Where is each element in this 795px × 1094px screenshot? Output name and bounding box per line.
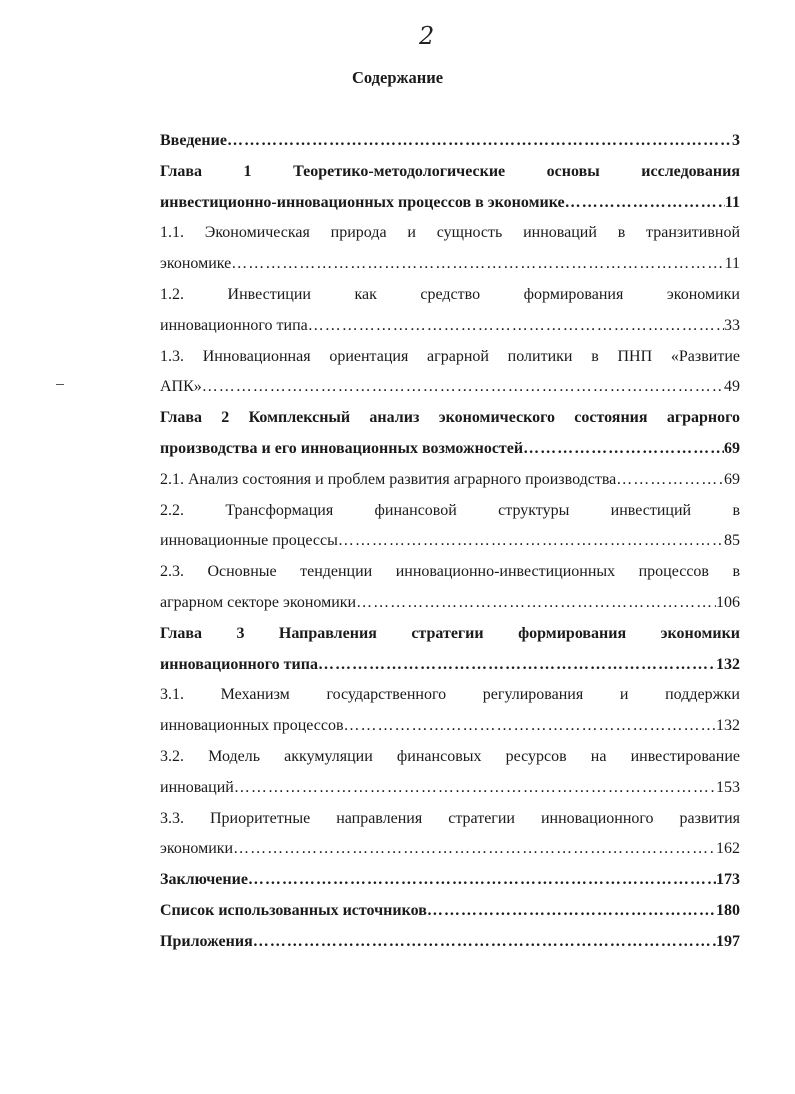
dot-leader <box>227 126 732 157</box>
toc-entry-2-2-line-2[interactable] <box>160 526 740 557</box>
toc-page-number: 33 <box>724 316 740 334</box>
toc-page-number: 180 <box>716 901 740 919</box>
toc-entry-text: Список использованных источников <box>160 901 427 919</box>
toc-entry-3-2-line-2[interactable] <box>160 773 740 804</box>
dot-leader <box>233 834 716 865</box>
toc-entry-1-2-line-2[interactable] <box>160 311 740 342</box>
table-of-contents <box>160 126 740 958</box>
toc-page-number: 3 <box>732 132 740 149</box>
dot-leader <box>523 434 724 465</box>
toc-entry-2-3-line-1[interactable]: 2.3. Основные тенденции инновационно-инвестиционных процессов в <box>160 563 740 581</box>
toc-entry-chapter-2-line-2[interactable] <box>160 434 740 465</box>
dot-leader <box>308 311 724 342</box>
dot-leader <box>234 773 716 804</box>
dot-leader <box>427 896 716 927</box>
toc-entry-text: инновационного типа <box>160 316 308 334</box>
dot-leader <box>616 465 724 496</box>
dot-leader <box>344 711 716 742</box>
toc-page-number: 11 <box>724 255 740 273</box>
toc-page-number: 162 <box>716 840 740 858</box>
toc-entry-text: инноваций <box>160 778 234 796</box>
toc-page-number: 69 <box>724 470 740 488</box>
dot-leader <box>565 188 725 219</box>
toc-entry-chapter-2-line-1[interactable]: Глава 2 Комплексный анализ экономического состояния аграрного <box>160 409 740 427</box>
toc-page-number: 49 <box>724 378 740 396</box>
toc-entry-text: АПК» <box>160 378 202 396</box>
page-number: 2 <box>419 22 435 50</box>
toc-entry-text: инновационных процессов <box>160 717 344 735</box>
toc-entry-appendices[interactable] <box>160 927 740 958</box>
toc-entry-1-3-line-1[interactable]: 1.3. Инновационная ориентация аграрной политики в ПНП «Развитие <box>160 347 740 365</box>
toc-entry-3-3-line-1[interactable]: 3.3. Приоритетные направления стратегии инновационного развития <box>160 809 740 827</box>
toc-entry-1-2-line-1[interactable]: 1.2. Инвестиции как средство формирования экономики <box>160 285 740 303</box>
toc-entry-chapter-1-line-1[interactable]: Глава 1 Теоретико-методологические основы исследования <box>160 162 740 180</box>
toc-page-number: 11 <box>724 193 740 211</box>
toc-page-number: 132 <box>716 655 740 673</box>
toc-entry-text: инвестиционно-инновационных процессов в экономике <box>160 193 565 211</box>
toc-entry-chapter-1-line-2[interactable] <box>160 188 740 219</box>
toc-entry-text: 2.1. Анализ состояния и проблем развития аграрного производства <box>160 470 617 488</box>
toc-page-number: 197 <box>716 932 740 950</box>
toc-entry-text: инновационные процессы <box>160 532 338 550</box>
toc-page-number: 153 <box>716 778 740 796</box>
toc-entry-introduction[interactable] <box>160 126 740 157</box>
toc-entry-3-2-line-1[interactable]: 3.2. Модель аккумуляции финансовых ресурсов на инвестирование <box>160 747 740 765</box>
toc-entry-text: Введение <box>160 132 227 149</box>
toc-entry-text: аграрном секторе экономики <box>160 593 357 611</box>
dot-leader <box>253 927 716 958</box>
toc-entry-text: производства и его инновационных возможностей <box>160 439 524 457</box>
dot-leader <box>202 372 724 403</box>
toc-entry-text: инновационного типа <box>160 655 318 673</box>
toc-page-number: 132 <box>716 717 740 735</box>
dot-leader <box>356 588 716 619</box>
dot-leader <box>248 865 716 896</box>
toc-entry-conclusion[interactable] <box>160 865 740 896</box>
dot-leader <box>231 249 724 280</box>
toc-entry-text: экономики <box>160 840 234 858</box>
toc-page-number: 85 <box>724 532 740 550</box>
toc-entry-2-2-line-1[interactable]: 2.2. Трансформация финансовой структуры инвестиций в <box>160 501 740 519</box>
toc-entry-chapter-3-line-1[interactable]: Глава 3 Направления стратегии формирования экономики <box>160 624 740 642</box>
toc-entry-text: Приложения <box>160 932 253 950</box>
toc-page-number: 69 <box>724 439 740 457</box>
toc-entry-3-3-line-2[interactable] <box>160 834 740 865</box>
toc-entry-1-1-line-2[interactable] <box>160 249 740 280</box>
toc-entry-1-1-line-1[interactable]: 1.1. Экономическая природа и сущность инноваций в транзитивной <box>160 224 740 242</box>
dot-leader <box>338 526 724 557</box>
dot-leader <box>318 650 716 681</box>
toc-entry-1-3-line-2[interactable] <box>160 372 740 403</box>
toc-entry-2-3-line-2[interactable] <box>160 588 740 619</box>
toc-entry-2-1[interactable] <box>160 465 740 496</box>
toc-entry-references[interactable] <box>160 896 740 927</box>
toc-page-number: 173 <box>716 871 740 889</box>
toc-entry-chapter-3-line-2[interactable] <box>160 650 740 681</box>
toc-page-number: 106 <box>716 593 740 611</box>
toc-entry-3-1-line-2[interactable] <box>160 711 740 742</box>
page-title: Содержание <box>351 68 444 87</box>
margin-mark <box>56 384 64 385</box>
toc-entry-text: Заключение <box>160 871 248 889</box>
toc-entry-text: экономике <box>160 255 232 273</box>
toc-entry-3-1-line-1[interactable]: 3.1. Механизм государственного регулирования и поддержки <box>160 686 740 704</box>
